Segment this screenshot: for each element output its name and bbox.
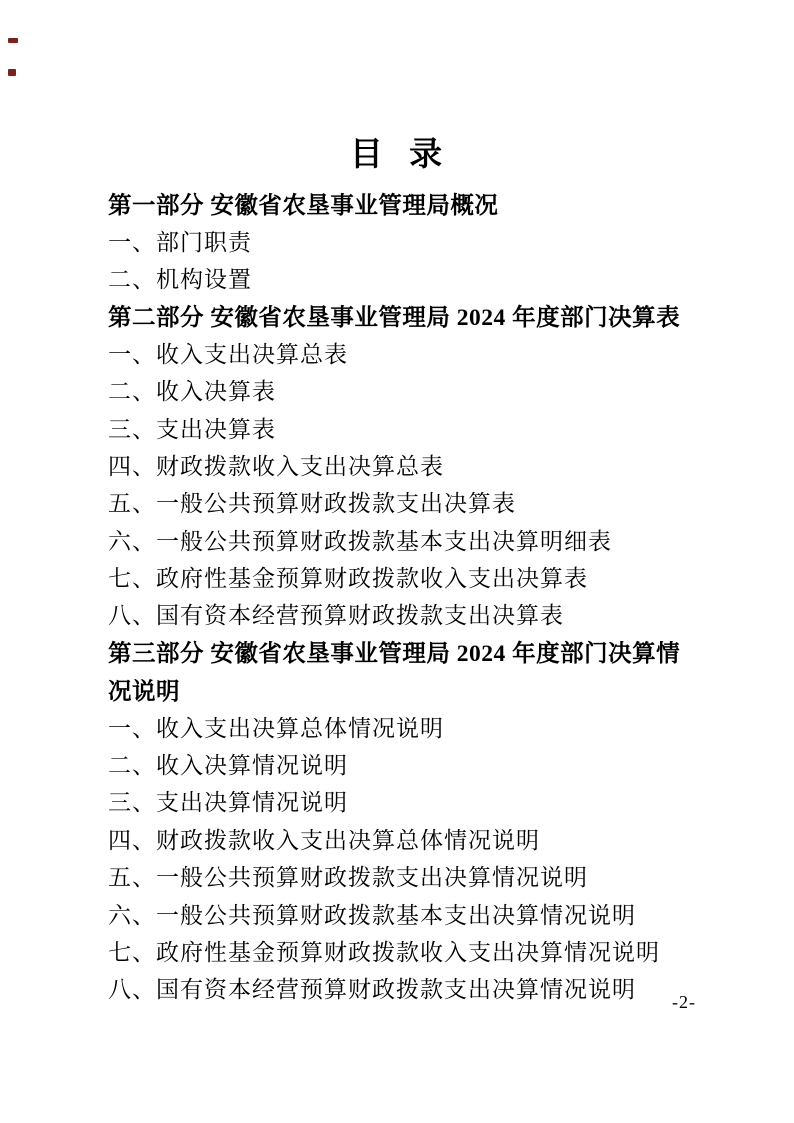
toc-item: 二、收入决算情况说明 <box>108 753 348 779</box>
toc-item: 七、政府性基金预算财政拨款收入支出决算表 <box>108 566 588 592</box>
red-corner-mark <box>8 69 16 76</box>
toc-item: 七、政府性基金预算财政拨款收入支出决算情况说明 <box>108 940 660 965</box>
toc-item: 三、支出决算情况说明 <box>108 790 348 816</box>
toc-item: 六、一般公共预算财政拨款基本支出决算情况说明 <box>108 902 636 928</box>
toc-item: 六、一般公共预算财政拨款基本支出决算明细表 <box>108 528 612 554</box>
toc-item: 八、国有资本经营预算财政拨款支出决算情况说明 <box>108 977 636 1003</box>
toc-item: 一、部门职责 <box>108 229 252 255</box>
toc-item: 五、一般公共预算财政拨款支出决算表 <box>108 491 516 517</box>
toc-item: 四、财政拨款收入支出决算总表 <box>108 453 444 479</box>
toc-section-heading: 第三部分 安徽省农垦事业管理局 2024 年度部门决算情 <box>108 641 681 668</box>
page-number: -2- <box>672 992 696 1012</box>
toc-section-heading: 第一部分 安徽省农垦事业管理局概况 <box>108 192 499 219</box>
toc-item: 一、收入支出决算总表 <box>108 341 348 367</box>
toc-section-heading: 第二部分 安徽省农垦事业管理局 2024 年度部门决算表 <box>108 304 681 331</box>
toc-item: 一、收入支出决算总体情况说明 <box>108 715 444 741</box>
toc-title: 目 录 <box>349 137 445 173</box>
toc-list <box>108 184 698 1007</box>
toc-item: 四、财政拨款收入支出决算总体情况说明 <box>108 827 540 853</box>
toc-item: 八、国有资本经营预算财政拨款支出决算表 <box>108 603 564 629</box>
toc-item: 二、机构设置 <box>108 266 252 292</box>
toc-item: 二、收入决算表 <box>108 379 276 405</box>
toc-item: 五、一般公共预算财政拨款支出决算情况说明 <box>108 865 588 891</box>
toc-item: 三、支出决算表 <box>108 416 276 442</box>
toc-section-heading: 况说明 <box>108 678 180 705</box>
red-corner-mark <box>8 38 18 43</box>
